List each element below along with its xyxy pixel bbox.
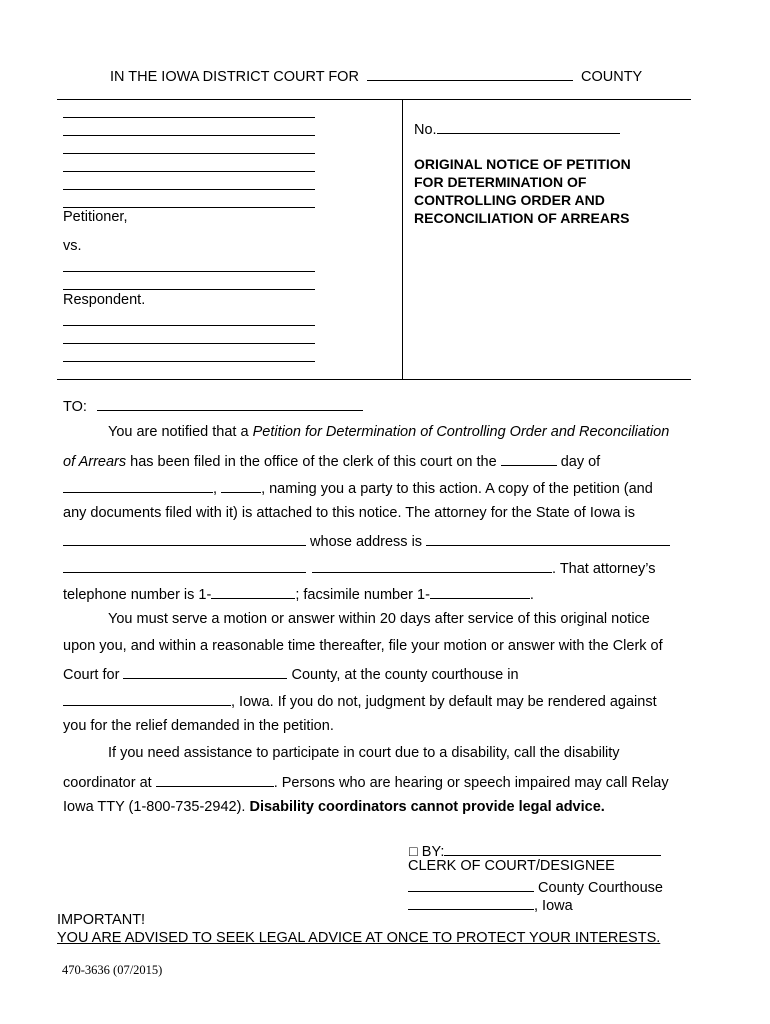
telephone-field[interactable] (211, 584, 295, 599)
p2-line-1: You must serve a motion or answer within 20 days after service of this original notice (108, 611, 650, 627)
courthouse-city-field[interactable] (63, 691, 231, 706)
respondent-line[interactable] (63, 361, 315, 362)
p1-line-6 (63, 558, 655, 577)
attorney-address-field-3[interactable] (312, 558, 552, 573)
p3-line-2 (63, 772, 669, 791)
court-header-suffix: COUNTY (581, 69, 643, 85)
filed-year-field[interactable] (221, 478, 261, 493)
to-label: TO: (63, 399, 87, 415)
title-line: CONTROLLING ORDER AND (414, 192, 605, 208)
disability-coordinator-field[interactable] (156, 772, 274, 787)
case-number-label: No. (414, 122, 437, 138)
form-number: 470-3636 (07/2015) (62, 963, 163, 977)
case-number-field[interactable] (437, 119, 620, 134)
p3-text: coordinator at (63, 775, 156, 791)
respondent-label: Respondent. (63, 292, 146, 308)
p2-line-3 (63, 664, 519, 683)
county-courthouse-label: County Courthouse (534, 880, 663, 896)
city-line (408, 895, 573, 914)
courthouse-city-signature-field[interactable] (408, 895, 534, 910)
respondent-line[interactable] (63, 289, 315, 290)
petitioner-line[interactable] (63, 207, 315, 208)
facsimile-field[interactable] (430, 584, 530, 599)
p1-text: has been filed in the office of the clerk of this court on the (126, 454, 501, 470)
p3-line-3 (63, 799, 605, 815)
p1-line-1 (108, 424, 669, 440)
respondent-line[interactable] (63, 325, 315, 326)
p2-text: , Iowa. If you do not, judgment by default may be rendered against (231, 694, 657, 710)
p1-text: . That attorney’s (552, 561, 656, 577)
p3-line-1: If you need assistance to participate in court due to a disability, call the disability (108, 745, 620, 761)
p1-line-5 (63, 531, 670, 550)
petitioner-line[interactable] (63, 189, 315, 190)
court-county-field[interactable] (123, 664, 287, 679)
legal-advice-warning: Disability coordinators cannot provide legal advice. (249, 799, 605, 815)
p2-line-5: you for the relief demanded in the petition. (63, 718, 334, 734)
p1-line-2 (63, 451, 600, 470)
document-title (414, 155, 684, 227)
p2-line-2: upon you, and within a reasonable time thereafter, file your motion or answer with the Clerk of (63, 638, 663, 654)
court-header-prefix: IN THE IOWA DISTRICT COURT FOR (110, 69, 359, 85)
checkbox-icon[interactable]: □ (409, 844, 418, 860)
p1-text: , (213, 481, 222, 497)
courthouse-county-field[interactable] (408, 877, 534, 892)
title-line: FOR DETERMINATION OF (414, 174, 587, 190)
legal-advice-notice: YOU ARE ADVISED TO SEEK LEGAL ADVICE AT ONCE TO PROTECT YOUR INTERESTS. (57, 930, 661, 946)
title-line: ORIGINAL NOTICE OF PETITION (414, 156, 631, 172)
p1-text: whose address is (306, 534, 427, 550)
p1-text: You are notified that a (108, 424, 253, 440)
respondent-line[interactable] (63, 271, 315, 272)
p2-text: County, at the county courthouse in (287, 667, 519, 683)
petition-title-italic: Petition for Determination of Controlling Order and Reconciliation (252, 424, 670, 440)
petitioner-line[interactable] (63, 117, 315, 118)
attorney-address-field[interactable] (426, 531, 670, 546)
p1-line-7 (63, 584, 534, 603)
p3-text: . Persons who are hearing or speech impaired may call Relay (273, 775, 669, 791)
p1-line-3 (63, 478, 653, 497)
p3-text: Iowa TTY (1-800-735-2942). (63, 799, 250, 815)
attorney-name-field[interactable] (63, 531, 306, 546)
respondent-line[interactable] (63, 343, 315, 344)
p1-text: day of (556, 454, 601, 470)
p1-line-4: any documents filed with it) is attached to this notice. The attorney for the State of Iowa is (63, 505, 635, 521)
p1-text: . (529, 587, 534, 603)
filed-month-field[interactable] (63, 478, 213, 493)
p1-text: telephone number is 1- (63, 587, 212, 603)
p1-text: ; facsimile number 1- (295, 587, 430, 603)
p1-text: , naming you a party to this action. A copy of the petition (and (261, 481, 653, 497)
clerk-signature-field[interactable] (444, 841, 661, 856)
by-label: BY: (421, 844, 445, 860)
petition-title-italic: of Arrears (63, 454, 127, 470)
case-number (414, 119, 620, 138)
attorney-address-field-2[interactable] (63, 558, 306, 573)
important-label: IMPORTANT! (57, 912, 146, 928)
county-name-field[interactable] (367, 66, 573, 81)
filed-day-field[interactable] (501, 451, 557, 466)
caption-divider (402, 99, 403, 380)
title-line: RECONCILIATION OF ARREARS (414, 210, 630, 226)
courthouse-line (408, 877, 663, 896)
to-recipient-field[interactable] (97, 396, 363, 411)
caption-top-rule (57, 99, 691, 100)
court-header (110, 66, 642, 85)
iowa-label: , Iowa (534, 898, 573, 914)
caption-bottom-rule (57, 379, 691, 380)
petitioner-label: Petitioner, (63, 209, 128, 225)
vs-label: vs. (63, 238, 82, 254)
clerk-label: CLERK OF COURT/DESIGNEE (408, 858, 615, 874)
p2-text: Court for (63, 667, 124, 683)
to-line (63, 396, 363, 415)
petitioner-line[interactable] (63, 153, 315, 154)
petitioner-line[interactable] (63, 135, 315, 136)
petitioner-line[interactable] (63, 171, 315, 172)
p2-line-4 (63, 691, 657, 710)
